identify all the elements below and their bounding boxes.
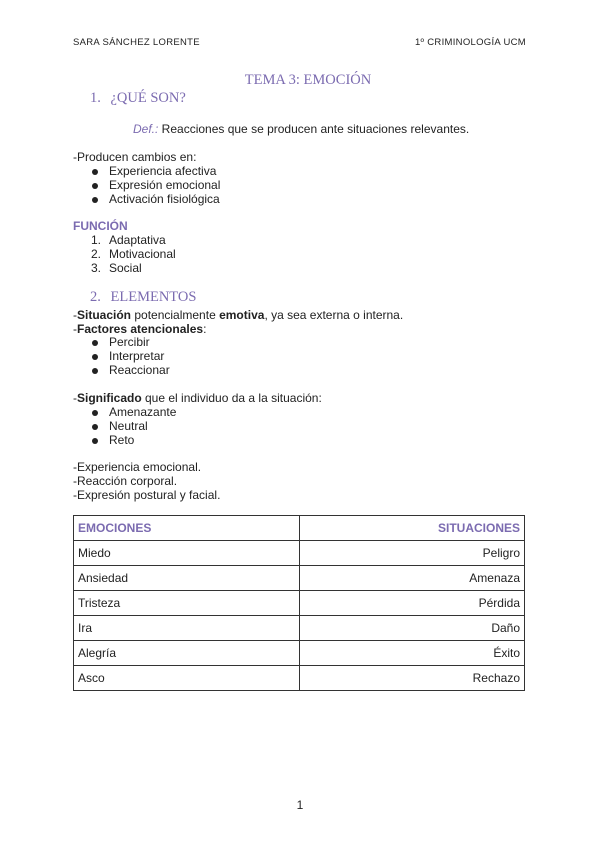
item-number: 1. — [91, 233, 102, 247]
list-item: Reto — [109, 433, 176, 447]
section-1-heading — [90, 90, 186, 107]
significado-term: Significado — [77, 391, 142, 405]
document-title: TEMA 3: EMOCIÓN — [244, 72, 372, 88]
section-1-title: ¿QUÉ SON? — [110, 90, 186, 106]
significado-rest: que el individuo da a la situación: — [141, 391, 322, 405]
extra-lines — [73, 460, 220, 502]
header-author: SARA SÁNCHEZ LORENTE — [73, 37, 200, 48]
table-row — [74, 666, 525, 691]
list-item: Amenazante — [109, 405, 177, 419]
item-text: Social — [109, 261, 142, 275]
factores-rest: : — [203, 322, 207, 336]
changes-intro: -Producen cambios en: — [73, 150, 197, 164]
item-number: 2. — [91, 247, 102, 261]
situacion-rest: , ya sea externa o interna. — [264, 308, 404, 322]
item-number: 3. — [91, 261, 102, 275]
dash: - — [73, 391, 77, 405]
section-2-number: 2. — [90, 289, 101, 305]
extra-line: -Expresión postural y facial. — [73, 488, 221, 502]
situation-cell: Pérdida — [299, 591, 525, 616]
list-item: Percibir — [109, 335, 170, 349]
table-row — [74, 641, 525, 666]
situation-cell: Éxito — [299, 641, 525, 666]
situation-cell: Rechazo — [299, 666, 525, 691]
factores-term: Factores atencionales — [77, 322, 204, 336]
list-item: Reaccionar — [109, 363, 170, 377]
header-emociones: EMOCIONES — [74, 516, 300, 541]
definition — [133, 122, 469, 136]
list-item — [91, 233, 176, 247]
page-number: 1 — [296, 798, 304, 812]
extra-line: -Reacción corporal. — [73, 474, 178, 488]
changes-list — [109, 164, 220, 206]
list-item: Neutral — [109, 419, 176, 433]
emotion-cell: Miedo — [74, 541, 300, 566]
emotion-cell: Ansiedad — [74, 566, 300, 591]
list-item: Interpretar — [109, 349, 170, 363]
emotions-table — [73, 515, 525, 691]
situacion-mid: potencialmente — [131, 308, 220, 322]
emotion-cell: Alegría — [74, 641, 300, 666]
item-text: Motivacional — [109, 247, 176, 261]
header-course: 1º CRIMINOLOGÍA UCM — [414, 37, 526, 48]
situation-cell: Peligro — [299, 541, 525, 566]
emotion-cell: Asco — [74, 666, 300, 691]
situation-cell: Daño — [299, 616, 525, 641]
list-item — [91, 261, 176, 275]
header-situaciones: SITUACIONES — [299, 516, 525, 541]
section-1-number: 1. — [90, 90, 101, 106]
factores-line — [73, 322, 206, 336]
list-item: Activación fisiológica — [109, 192, 220, 206]
definition-text: Reacciones que se producen ante situaciones relevantes. — [158, 122, 470, 136]
situation-cell: Amenaza — [299, 566, 525, 591]
emotiva-term: emotiva — [219, 308, 265, 322]
table-header-row — [74, 516, 525, 541]
extra-line: -Experiencia emocional. — [73, 460, 202, 474]
section-2-title: ELEMENTOS — [110, 289, 197, 305]
significado-list — [109, 405, 176, 447]
list-item — [91, 247, 176, 261]
table-row — [74, 541, 525, 566]
item-text: Adaptativa — [109, 233, 166, 247]
funcion-heading: FUNCIÓN — [73, 219, 128, 233]
funcion-list — [91, 233, 176, 275]
situacion-term: Situación — [77, 308, 132, 322]
section-2-heading — [90, 289, 196, 306]
table-row — [74, 566, 525, 591]
emotion-cell: Ira — [74, 616, 300, 641]
dash: - — [73, 322, 77, 336]
factores-list — [109, 335, 170, 377]
situacion-line — [73, 308, 403, 322]
list-item: Experiencia afectiva — [109, 164, 220, 178]
table-row — [74, 591, 525, 616]
emotion-cell: Tristeza — [74, 591, 300, 616]
table-row — [74, 616, 525, 641]
list-item: Expresión emocional — [109, 178, 221, 192]
dash: - — [73, 308, 77, 322]
significado-line — [73, 391, 322, 405]
definition-label: Def.: — [133, 122, 159, 136]
